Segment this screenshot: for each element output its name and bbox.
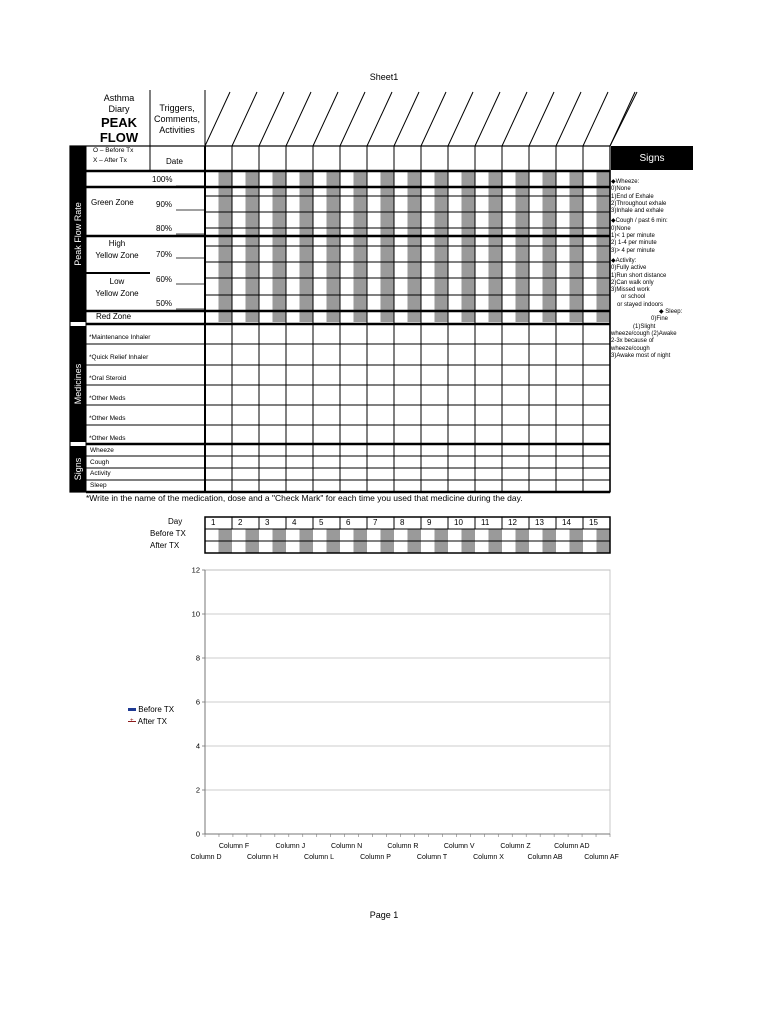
- sign-row-label: Activity: [90, 470, 111, 477]
- day-number: 5: [319, 518, 324, 527]
- x-tick-label: Column AF: [584, 854, 619, 861]
- sign-row-label: Wheeze: [90, 447, 114, 454]
- signs-legend-line: 2) 1-4 per minute: [611, 240, 657, 247]
- medicine-row-label: *Other Meds: [89, 435, 126, 442]
- day-number: 4: [292, 518, 297, 527]
- medicine-row-label: *Other Meds: [89, 415, 126, 422]
- x-tick-label: Column T: [416, 854, 448, 861]
- diagonal-date-line: [340, 92, 365, 146]
- diagonal-date-line: [232, 92, 257, 146]
- diagonal-date-line: [610, 92, 637, 146]
- signs-legend-line: wheeze/cough (2)Awake: [611, 330, 677, 337]
- x-tick-label: Column D: [190, 854, 222, 861]
- legend-before-label: Before TX: [138, 705, 175, 714]
- day-number: 10: [454, 518, 463, 527]
- peak-line2: FLOW: [99, 130, 139, 145]
- diagonal-date-line: [313, 92, 338, 146]
- triggers-line1: Triggers,: [159, 103, 195, 113]
- before-tx-legend: O – Before Tx: [93, 147, 134, 154]
- medicine-row-label: *Quick Relief Inhaler: [89, 354, 149, 361]
- day-number: 1: [211, 518, 216, 527]
- green-zone-label: Green Zone: [91, 198, 134, 207]
- peak-flow-rate-sidebar: [70, 146, 86, 322]
- peak-flow-rate-label: Peak Flow Rate: [73, 202, 83, 266]
- footnote: *Write in the name of the medication, dose and a "Check Mark" for each time you used that medicine during the day.: [86, 493, 523, 503]
- diagonal-date-line: [205, 92, 230, 146]
- signs-legend-line: 3)> 4 per minute: [611, 247, 655, 254]
- signs-legend-line: 3)Missed work: [611, 287, 650, 294]
- diagonal-date-line: [394, 92, 419, 146]
- signs-legend: [611, 179, 695, 360]
- triggers-line2: Comments,: [153, 114, 200, 124]
- signs-legend-line: ◆Cough / past 6 min:: [611, 218, 668, 225]
- x-tick-label: Column F: [218, 843, 250, 850]
- y-tick-label: 8: [195, 653, 200, 663]
- signs-legend-line: 2)Throughout exhale: [611, 200, 667, 207]
- x-tick-label: Column P: [360, 854, 391, 861]
- signs-header-box: [611, 146, 693, 170]
- red-zone-label: Red Zone: [96, 312, 132, 321]
- pct-70: 70%: [156, 250, 173, 259]
- signs-legend-line: 0)Fully active: [611, 265, 647, 272]
- diagonal-date-line: [448, 92, 473, 146]
- signs-legend-line: 1)Run short distance: [611, 272, 667, 279]
- pct-90: 90%: [156, 200, 173, 209]
- after-tx-label: After TX: [150, 541, 180, 550]
- x-tick-label: Column V: [443, 843, 475, 850]
- legend-before: [128, 705, 174, 714]
- x-tick-label: Column Z: [500, 843, 531, 850]
- sign-row-label: Cough: [90, 459, 110, 466]
- medicine-row-label: *Maintenance Inhaler: [89, 334, 151, 341]
- signs-legend-line: ◆Wheeze:: [611, 179, 640, 185]
- day-number: 3: [265, 518, 270, 527]
- signs-legend-line: 3)Inhale and exhale: [611, 208, 664, 215]
- low-yellow-zone-label: [88, 276, 146, 300]
- triggers-line3: Activities: [159, 125, 195, 135]
- peak-line1: PEAK: [100, 115, 138, 130]
- medicine-row-label: *Oral Steroid: [89, 375, 127, 382]
- signs-legend-line: 0)None: [611, 225, 631, 232]
- signs-legend-line: 0)None: [611, 186, 631, 193]
- day-number: 12: [508, 518, 517, 527]
- day-number: 9: [427, 518, 432, 527]
- signs-legend-line: or school: [621, 294, 646, 301]
- signs-legend-line: 2-3x because of: [611, 338, 654, 345]
- day-number: 13: [535, 518, 544, 527]
- before-tx-label: Before TX: [150, 529, 186, 538]
- after-tx-legend: X – After Tx: [93, 157, 127, 164]
- legend-after-label: After TX: [137, 717, 167, 726]
- sign-row-label: Sleep: [90, 482, 107, 489]
- y-tick-label: 2: [195, 785, 200, 795]
- day-number: 8: [400, 518, 405, 527]
- y-tick-label: 4: [195, 741, 200, 751]
- diary-line1: Asthma: [103, 93, 135, 103]
- diagonal-date-line: [475, 92, 500, 146]
- diagonal-date-line: [367, 92, 392, 146]
- medicines-sidebar: [70, 326, 86, 442]
- legend-before-swatch: [128, 708, 136, 711]
- signs-legend-line: wheeze/cough: [611, 345, 650, 352]
- day-number: 15: [589, 518, 598, 527]
- y-tick-label: 12: [191, 565, 200, 575]
- x-tick-label: Column H: [246, 854, 279, 861]
- high-yellow-zone-label: [88, 238, 146, 262]
- signs-legend-line: ◆Activity:: [611, 257, 637, 264]
- diagonal-date-line: [502, 92, 527, 146]
- x-tick-label: Column AD: [554, 843, 590, 850]
- pct-50: 50%: [156, 299, 173, 308]
- signs-legend-line: 1)< 1 per minute: [611, 233, 655, 240]
- day-number: 11: [481, 518, 490, 527]
- signs-sidebar: [70, 446, 86, 492]
- signs-legend-line: 1)End of Exhale: [611, 193, 654, 200]
- y-tick-label: 10: [191, 609, 200, 619]
- day-number: 7: [373, 518, 378, 527]
- pct-100: 100%: [152, 175, 173, 184]
- signs-legend-line: 3)Awake most of night: [611, 352, 671, 359]
- legend-after-swatch: +: [128, 721, 136, 722]
- day-number: 2: [238, 518, 243, 527]
- day-label: Day: [168, 517, 183, 526]
- pct-80: 80%: [156, 224, 173, 233]
- diagonal-date-line: [556, 92, 581, 146]
- peak-flow-chart: [0, 560, 768, 870]
- signs-box-title: Signs: [639, 153, 665, 164]
- y-tick-label: 6: [195, 697, 200, 707]
- medicines-label: Medicines: [73, 363, 83, 405]
- pct-60: 60%: [156, 275, 173, 284]
- low-yellow-line2: Yellow Zone: [95, 289, 139, 298]
- x-tick-label: Column R: [387, 843, 419, 850]
- x-tick-label: Column L: [304, 854, 334, 861]
- x-tick-label: Column AB: [527, 854, 563, 861]
- high-yellow-line2: Yellow Zone: [95, 251, 139, 260]
- signs-legend-line: (1)Slight: [633, 323, 656, 330]
- diagonal-date-line: [286, 92, 311, 146]
- medicine-row-label: *Other Meds: [89, 395, 126, 402]
- day-number: 14: [562, 518, 571, 527]
- legend-after: [128, 717, 167, 726]
- y-tick-label: 0: [195, 829, 200, 839]
- x-tick-label: Column J: [275, 843, 306, 850]
- low-yellow-line1: Low: [109, 277, 125, 286]
- day-number: 6: [346, 518, 351, 527]
- sheet-title: Sheet1: [369, 72, 399, 82]
- diagonal-date-line: [259, 92, 284, 146]
- x-tick-label: Column X: [473, 854, 504, 861]
- signs-side-label: Signs: [73, 457, 83, 481]
- signs-legend-line: ◆ Sleep:: [659, 309, 683, 316]
- date-label: Date: [166, 157, 183, 166]
- signs-legend-line: 0)Fine: [651, 316, 669, 323]
- x-tick-label: Column N: [331, 843, 363, 850]
- high-yellow-line1: High: [108, 239, 126, 248]
- signs-legend-line: or stayed indoors: [617, 301, 664, 308]
- diagonal-date-line: [421, 92, 446, 146]
- diagonal-date-line: [583, 92, 608, 146]
- signs-legend-line: 2)Can walk only: [611, 279, 654, 286]
- page-footer: Page 1: [369, 910, 399, 920]
- diagonal-date-line: [529, 92, 554, 146]
- diary-line2: Diary: [108, 104, 130, 114]
